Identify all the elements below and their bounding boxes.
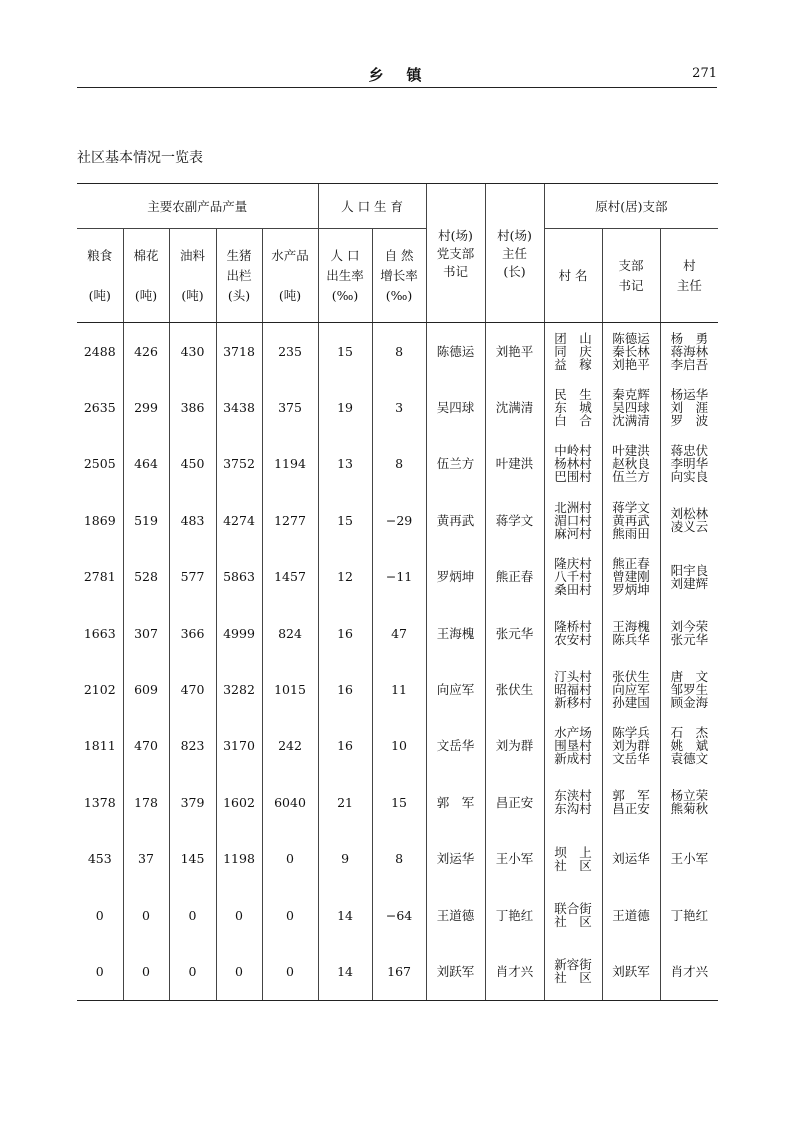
cell-branch-secretaries: [602, 379, 660, 435]
cell-director: 丁艳红: [485, 887, 544, 943]
village-name: 麻河村: [554, 525, 592, 541]
village-director-name: 刘今荣: [670, 619, 709, 635]
cell-pigs: 1602: [216, 774, 262, 830]
branch-secretary-name: 蒋学文: [612, 499, 650, 515]
village-director-name: 王小军: [670, 851, 709, 867]
cell-growth-rate: 47: [372, 605, 426, 661]
village-name: 同 庆: [554, 343, 592, 359]
cell-villages: [544, 831, 602, 887]
cell-growth-rate: 3: [372, 379, 426, 435]
page-header: [77, 60, 717, 88]
cell-villages: [544, 718, 602, 774]
cell-oil: 470: [169, 661, 216, 717]
village-name: 新成村: [554, 751, 592, 767]
cell-birth-rate: 15: [318, 492, 372, 548]
cell-secretary: 王海槐: [426, 605, 485, 661]
village-director-name: 蒋忠伏: [670, 443, 709, 459]
branch-secretary-name: 文岳华: [612, 751, 650, 767]
village-name: 新移村: [554, 695, 592, 711]
village-director-name: 石 杰: [670, 725, 709, 741]
village-name: 湄口村: [554, 512, 592, 528]
branch-secretary-name: 秦克辉: [612, 387, 650, 403]
village-name: 中岭村: [554, 443, 592, 459]
header-row-1: [77, 184, 718, 229]
cell-secretary: 伍兰方: [426, 436, 485, 492]
cell-secretary: 王道德: [426, 887, 485, 943]
cell-director: 肖才兴: [485, 943, 544, 1000]
cell-grain: 0: [95, 907, 104, 923]
cell-director: 刘为群: [485, 718, 544, 774]
village-name: 民 生: [554, 387, 592, 403]
cell-aquatic: 1457: [262, 549, 318, 605]
cell-pigs: 0: [216, 887, 262, 943]
branch-secretary-name: 秦长林: [612, 343, 650, 359]
cell-grain: 2488: [83, 343, 116, 359]
cell-director: 昌正安: [485, 774, 544, 830]
cell-secretary: 黄再武: [426, 492, 485, 548]
cell-growth-rate: 11: [372, 661, 426, 717]
cell-birth-rate: 13: [318, 436, 372, 492]
cell-village-directors: [660, 831, 718, 887]
village-name: 社 区: [554, 914, 592, 930]
cell-birth-rate: 14: [318, 943, 372, 1000]
village-name: 昭福村: [554, 682, 592, 698]
village-director-name: 罗 波: [670, 413, 709, 429]
cell-branch-secretaries: [602, 831, 660, 887]
cell-director: 王小军: [485, 831, 544, 887]
village-director-name: 阳宇良: [670, 562, 709, 578]
village-director-name: 蒋海林: [670, 343, 709, 359]
cell-oil: 577: [169, 549, 216, 605]
cell-secretary: 刘跃军: [426, 943, 485, 1000]
header-director: 村(场) 主任 (长): [485, 184, 544, 323]
branch-secretary-name: 罗炳坤: [612, 582, 650, 598]
community-table: [77, 183, 718, 1001]
cell-grain: 1811: [83, 738, 116, 754]
cell-director: 沈满清: [485, 379, 544, 435]
table-row: [77, 831, 718, 887]
branch-secretary-name: 曾建刚: [612, 569, 650, 585]
cell-village-directors: [660, 887, 718, 943]
branch-secretary-name: 陈德运: [612, 330, 650, 346]
village-director-name: 袁德文: [670, 751, 709, 767]
cell-branch-secretaries: [602, 887, 660, 943]
cell-branch-secretaries: [602, 605, 660, 661]
cell-pigs: 3282: [216, 661, 262, 717]
cell-village-directors: [660, 492, 718, 548]
cell-growth-rate: 15: [372, 774, 426, 830]
branch-secretary-name: 王道德: [612, 907, 650, 923]
cell-director: 张伏生: [485, 661, 544, 717]
village-name: 联合街: [554, 901, 592, 917]
village-name: 东 城: [554, 400, 592, 416]
village-director-name: 丁艳红: [670, 907, 709, 923]
header-village-name: 村 名: [544, 229, 602, 323]
cell-branch-secretaries: [602, 774, 660, 830]
village-name: 社 区: [554, 970, 592, 986]
cell-secretary: 刘运华: [426, 831, 485, 887]
village-director-name: 刘松林: [670, 506, 709, 522]
cell-village-directors: [660, 549, 718, 605]
cell-pigs: 4999: [216, 605, 262, 661]
village-director-name: 肖才兴: [670, 963, 709, 979]
village-name: 益 稼: [554, 356, 592, 372]
cell-grain: 2102: [83, 682, 116, 698]
cell-growth-rate: 8: [372, 831, 426, 887]
table-row: [77, 549, 718, 605]
branch-secretary-name: 叶建洪: [612, 443, 650, 459]
header-secretary: 村(场) 党支部 书记: [426, 184, 485, 323]
cell-villages: [544, 379, 602, 435]
cell-villages: [544, 436, 602, 492]
page-number: 271: [692, 66, 717, 81]
village-name: 八千村: [554, 569, 592, 585]
cell-villages: [544, 774, 602, 830]
branch-secretary-name: 伍兰方: [612, 469, 650, 485]
branch-secretary-name: 刘运华: [612, 851, 650, 867]
header-growth-rate: 自 然 增长率 (‰): [372, 229, 426, 323]
table-row: [77, 605, 718, 661]
cell-cotton: 37: [123, 831, 169, 887]
cell-pigs: 0: [216, 943, 262, 1000]
branch-secretary-name: 刘艳平: [612, 356, 650, 372]
cell-aquatic: 6040: [262, 774, 318, 830]
village-name: 农安村: [554, 632, 592, 648]
village-director-name: 张元华: [670, 632, 709, 648]
branch-secretary-name: 熊雨田: [612, 525, 650, 541]
cell-cotton: 528: [123, 549, 169, 605]
village-name: 隆桥村: [554, 619, 592, 635]
village-director-name: 杨 勇: [670, 330, 709, 346]
branch-secretary-name: 刘跃军: [612, 963, 650, 979]
header-production: 主要农副产品产量: [77, 184, 318, 229]
village-director-name: 刘 涯: [670, 400, 709, 416]
village-name: 水产场: [554, 725, 592, 741]
cell-birth-rate: 16: [318, 718, 372, 774]
cell-birth-rate: 14: [318, 887, 372, 943]
cell-oil: 379: [169, 774, 216, 830]
cell-branch-secretaries: [602, 436, 660, 492]
branch-secretary-name: 陈兵华: [612, 632, 650, 648]
cell-cotton: 299: [123, 379, 169, 435]
branch-secretary-name: 王海槐: [612, 619, 650, 635]
cell-oil: 366: [169, 605, 216, 661]
cell-branch-secretaries: [602, 718, 660, 774]
village-director-name: 顾金海: [670, 695, 709, 711]
village-name: 团 山: [554, 330, 592, 346]
village-name: 东沟村: [554, 801, 592, 817]
cell-secretary: 罗炳坤: [426, 549, 485, 605]
cell-cotton: 470: [123, 718, 169, 774]
cell-growth-rate: −11: [372, 549, 426, 605]
cell-aquatic: 0: [262, 943, 318, 1000]
village-name: 杨林村: [554, 456, 592, 472]
cell-aquatic: 1194: [262, 436, 318, 492]
cell-cotton: 0: [123, 887, 169, 943]
cell-branch-secretaries: [602, 549, 660, 605]
cell-oil: 386: [169, 379, 216, 435]
branch-secretary-name: 刘为群: [612, 738, 650, 754]
cell-oil: 483: [169, 492, 216, 548]
table-row: [77, 379, 718, 435]
village-name: 坝 上: [554, 844, 592, 860]
cell-aquatic: 0: [262, 831, 318, 887]
table-row: [77, 718, 718, 774]
cell-secretary: 吴四球: [426, 379, 485, 435]
branch-secretary-name: 昌正安: [612, 801, 650, 817]
header-pigs: 生猪 出栏 (头): [216, 229, 262, 323]
table-row: [77, 492, 718, 548]
cell-oil: 0: [169, 943, 216, 1000]
table-row: [77, 943, 718, 1000]
cell-aquatic: 235: [262, 323, 318, 380]
cell-grain: 1378: [83, 794, 116, 810]
cell-cotton: 426: [123, 323, 169, 380]
cell-branch-secretaries: [602, 492, 660, 548]
cell-oil: 823: [169, 718, 216, 774]
cell-grain: 2781: [83, 569, 116, 585]
cell-grain: 1663: [83, 625, 116, 641]
cell-oil: 450: [169, 436, 216, 492]
cell-aquatic: 375: [262, 379, 318, 435]
cell-secretary: 陈德运: [426, 323, 485, 380]
village-name: 桑田村: [554, 582, 592, 598]
cell-villages: [544, 887, 602, 943]
cell-secretary: 文岳华: [426, 718, 485, 774]
cell-cotton: 519: [123, 492, 169, 548]
branch-secretary-name: 黄再武: [612, 512, 650, 528]
cell-director: 熊正春: [485, 549, 544, 605]
cell-growth-rate: −29: [372, 492, 426, 548]
cell-pigs: 1198: [216, 831, 262, 887]
cell-growth-rate: −64: [372, 887, 426, 943]
cell-birth-rate: 15: [318, 323, 372, 380]
cell-pigs: 3438: [216, 379, 262, 435]
branch-secretary-name: 沈满清: [612, 413, 650, 429]
header-aquatic: 水产品 (吨): [262, 229, 318, 323]
village-name: 新容街: [554, 957, 592, 973]
village-name: 东浃村: [554, 788, 592, 804]
cell-growth-rate: 8: [372, 323, 426, 380]
table-row: [77, 774, 718, 830]
cell-grain: 0: [77, 943, 123, 1000]
village-director-name: 刘建辉: [670, 575, 709, 591]
cell-grain: 2505: [83, 456, 116, 472]
cell-oil: 0: [169, 887, 216, 943]
village-director-name: 李启吾: [670, 356, 709, 372]
cell-birth-rate: 19: [318, 379, 372, 435]
cell-birth-rate: 12: [318, 549, 372, 605]
section-title: 乡 镇: [368, 66, 426, 84]
cell-aquatic: 0: [262, 887, 318, 943]
header-row-2: [77, 229, 718, 323]
branch-secretary-name: 赵秋良: [612, 456, 650, 472]
cell-grain: 1869: [83, 512, 116, 528]
cell-cotton: 609: [123, 661, 169, 717]
cell-director: 张元华: [485, 605, 544, 661]
village-name: 社 区: [554, 857, 592, 873]
header-village-director: 村 主任: [660, 229, 718, 323]
village-director-name: 唐 文: [670, 669, 709, 685]
cell-village-directors: [660, 605, 718, 661]
cell-village-directors: [660, 661, 718, 717]
cell-villages: [544, 661, 602, 717]
village-name: 白 合: [554, 413, 592, 429]
cell-cotton: 0: [123, 943, 169, 1000]
cell-pigs: 3752: [216, 436, 262, 492]
cell-villages: [544, 323, 602, 380]
cell-oil: 145: [169, 831, 216, 887]
cell-director: 叶建洪: [485, 436, 544, 492]
cell-aquatic: 824: [262, 605, 318, 661]
header-oil: 油料 (吨): [169, 229, 216, 323]
village-director-name: 凌义云: [670, 519, 709, 535]
branch-secretary-name: 吴四球: [612, 400, 650, 416]
cell-aquatic: 242: [262, 718, 318, 774]
cell-pigs: 3170: [216, 718, 262, 774]
cell-villages: [544, 943, 602, 1000]
cell-village-directors: [660, 718, 718, 774]
cell-growth-rate: 167: [372, 943, 426, 1000]
village-director-name: 李明华: [670, 456, 709, 472]
cell-branch-secretaries: [602, 661, 660, 717]
cell-growth-rate: 10: [372, 718, 426, 774]
header-branch-secretary: 支部 书记: [602, 229, 660, 323]
cell-birth-rate: 9: [318, 831, 372, 887]
cell-birth-rate: 16: [318, 605, 372, 661]
village-director-name: 熊菊秋: [670, 801, 709, 817]
cell-cotton: 464: [123, 436, 169, 492]
village-director-name: 姚 斌: [670, 738, 709, 754]
cell-pigs: 5863: [216, 549, 262, 605]
cell-village-directors: [660, 436, 718, 492]
village-name: 隆庆村: [554, 556, 592, 572]
header-population: 人 口 生 育: [318, 184, 426, 229]
table-body: [77, 323, 718, 1001]
branch-secretary-name: 陈学兵: [612, 725, 650, 741]
cell-secretary: 郭 军: [426, 774, 485, 830]
cell-villages: [544, 605, 602, 661]
cell-director: 蒋学文: [485, 492, 544, 548]
cell-branch-secretaries: [602, 943, 660, 1000]
header-grain: 粮食 (吨): [77, 229, 123, 323]
branch-secretary-name: 张伏生: [612, 669, 650, 685]
cell-director: 刘艳平: [485, 323, 544, 380]
cell-birth-rate: 16: [318, 661, 372, 717]
table-title: 社区基本情况一览表: [77, 150, 203, 166]
cell-secretary: 向应军: [426, 661, 485, 717]
village-name: 巴围村: [554, 469, 592, 485]
village-name: 北洲村: [554, 499, 592, 515]
branch-secretary-name: 熊正春: [612, 556, 650, 572]
cell-grain: 453: [87, 851, 112, 867]
cell-birth-rate: 21: [318, 774, 372, 830]
cell-cotton: 307: [123, 605, 169, 661]
cell-village-directors: [660, 323, 718, 380]
village-director-name: 邹罗生: [670, 682, 709, 698]
cell-cotton: 178: [123, 774, 169, 830]
cell-pigs: 4274: [216, 492, 262, 548]
header-cotton: 棉花 (吨): [123, 229, 169, 323]
cell-oil: 430: [169, 323, 216, 380]
village-director-name: 杨立荣: [670, 788, 709, 804]
cell-village-directors: [660, 379, 718, 435]
table-row: [77, 661, 718, 717]
village-name: 围垦村: [554, 738, 592, 754]
branch-secretary-name: 向应军: [612, 682, 650, 698]
branch-secretary-name: 郭 军: [612, 788, 650, 804]
branch-secretary-name: 孙建国: [612, 695, 650, 711]
table-row: [77, 323, 718, 380]
cell-pigs: 3718: [216, 323, 262, 380]
village-director-name: 杨运华: [670, 387, 709, 403]
village-name: 汀头村: [554, 669, 592, 685]
table-row: [77, 436, 718, 492]
cell-village-directors: [660, 943, 718, 1000]
village-director-name: 向实良: [670, 469, 709, 485]
cell-grain: 2635: [83, 400, 116, 416]
header-birth-rate: 人 口 出生率 (‰): [318, 229, 372, 323]
cell-villages: [544, 492, 602, 548]
cell-aquatic: 1277: [262, 492, 318, 548]
cell-growth-rate: 8: [372, 436, 426, 492]
cell-aquatic: 1015: [262, 661, 318, 717]
cell-branch-secretaries: [602, 323, 660, 380]
header-former: 原村(居)支部: [544, 184, 718, 229]
cell-villages: [544, 549, 602, 605]
table-row: [77, 887, 718, 943]
cell-village-directors: [660, 774, 718, 830]
